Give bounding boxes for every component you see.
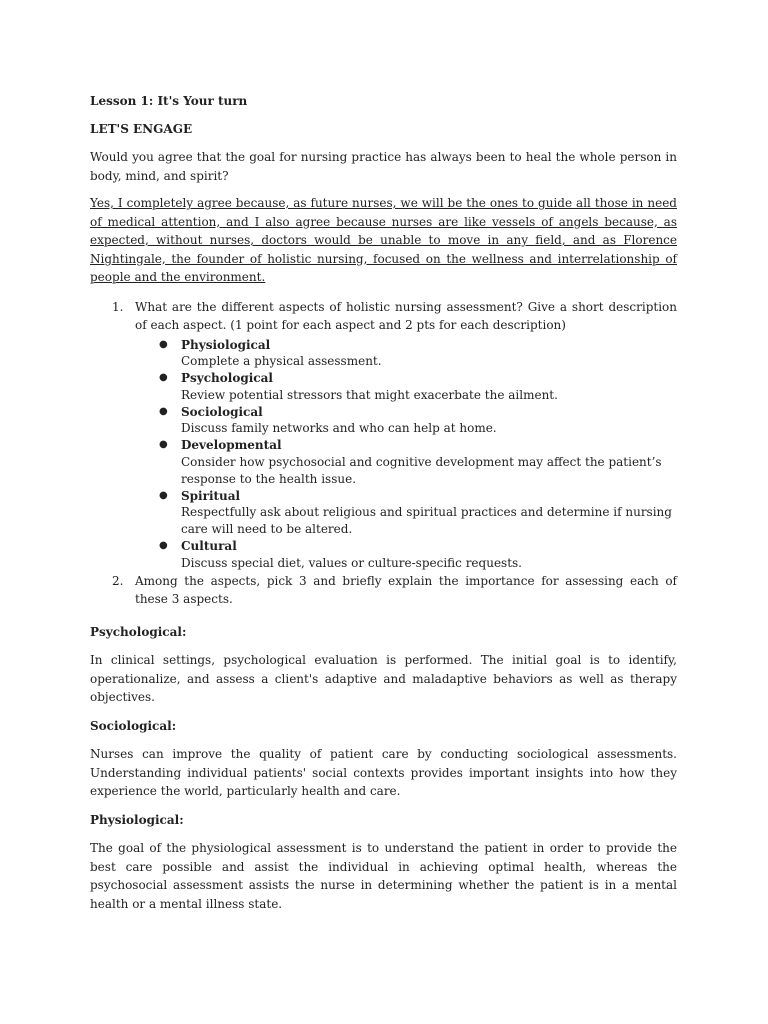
intro-answer: Yes, I completely agree because, as future nurses, we will be the ones to guide all those in need of medical attention, and I also agree because nurses are like vessels of angels because, as expected, without nurses, doctors would be unable to move in any field, and as Florence Nightingale, the founder of holistic nursing, focused on the wellness and interrelationship of people and the environment. [90,196,677,284]
aspect-name: Psychological [181,371,273,386]
question-text: What are the different aspects of holistic nursing assessment? Give a short description of each aspect. (1 point for each aspect and 2 pts for each description) [135,299,677,332]
question-number: 1. [112,299,124,314]
answer-heading: Sociological: [90,718,177,733]
aspect-description: Respectfully ask about religious and spiritual practices and determine if nursing care will need to be altered. [181,505,672,537]
aspect-description: Discuss family networks and who can help at home. [181,421,497,436]
question-item [112,298,677,572]
answer-text: In clinical settings, psychological evaluation is performed. The initial goal is to identify, operationalize, and assess a client's adaptive and maladaptive behaviors as well as therapy objectives. [90,653,677,705]
aspect-name: Developmental [181,438,282,453]
answer-heading: Psychological: [90,624,187,639]
aspect-name: Sociological [181,404,263,419]
aspect-item [159,370,677,404]
answer-text: The goal of the physiological assessment is to understand the patient in order to provide the best care possible and assist the individual in achieving optimal health, whereas the psychosocial assessment assists the nurse in determining whether the patient is in a mental health or a mental illness state. [90,841,677,911]
document-page [90,92,677,913]
aspect-item [159,404,677,438]
bullet-icon: ● [159,405,168,417]
question-item [112,572,677,609]
bullet-icon: ● [159,439,168,451]
aspect-description: Complete a physical assessment. [181,354,382,369]
bullet-icon: ● [159,338,168,350]
bullet-icon: ● [159,540,168,552]
aspect-list [135,337,677,572]
bullet-icon: ● [159,489,168,501]
lesson-title: Lesson 1: It's Your turn [90,94,248,108]
question-number: 2. [112,573,124,588]
question-text: Among the aspects, pick 3 and briefly explain the importance for assessing each of these 3 aspects. [135,573,677,607]
aspect-description: Consider how psychosocial and cognitive development may affect the patient’s response to the health issue. [181,455,662,486]
aspect-item [159,337,677,371]
intro-question: Would you agree that the goal for nursing practice has always been to heal the whole person in body, mind, and spirit? [90,150,677,183]
section-title: LET'S ENGAGE [90,121,193,136]
bullet-icon: ● [159,372,168,384]
aspect-description: Discuss special diet, values or culture-specific requests. [181,555,522,570]
aspect-item [159,437,677,487]
answer-heading: Physiological: [90,812,184,827]
aspect-item [159,538,677,572]
answer-text: Nurses can improve the quality of patient care by conducting sociological assessments. Understanding individual patients' social contexts provides important insights into how they experience the world, particularly health and care. [90,747,677,799]
aspect-name: Physiological [181,337,271,352]
aspect-description: Review potential stressors that might exacerbate the ailment. [181,387,558,402]
aspect-name: Spiritual [181,488,241,503]
aspect-item [159,488,677,538]
question-list [90,298,677,609]
aspect-name: Cultural [181,539,237,554]
